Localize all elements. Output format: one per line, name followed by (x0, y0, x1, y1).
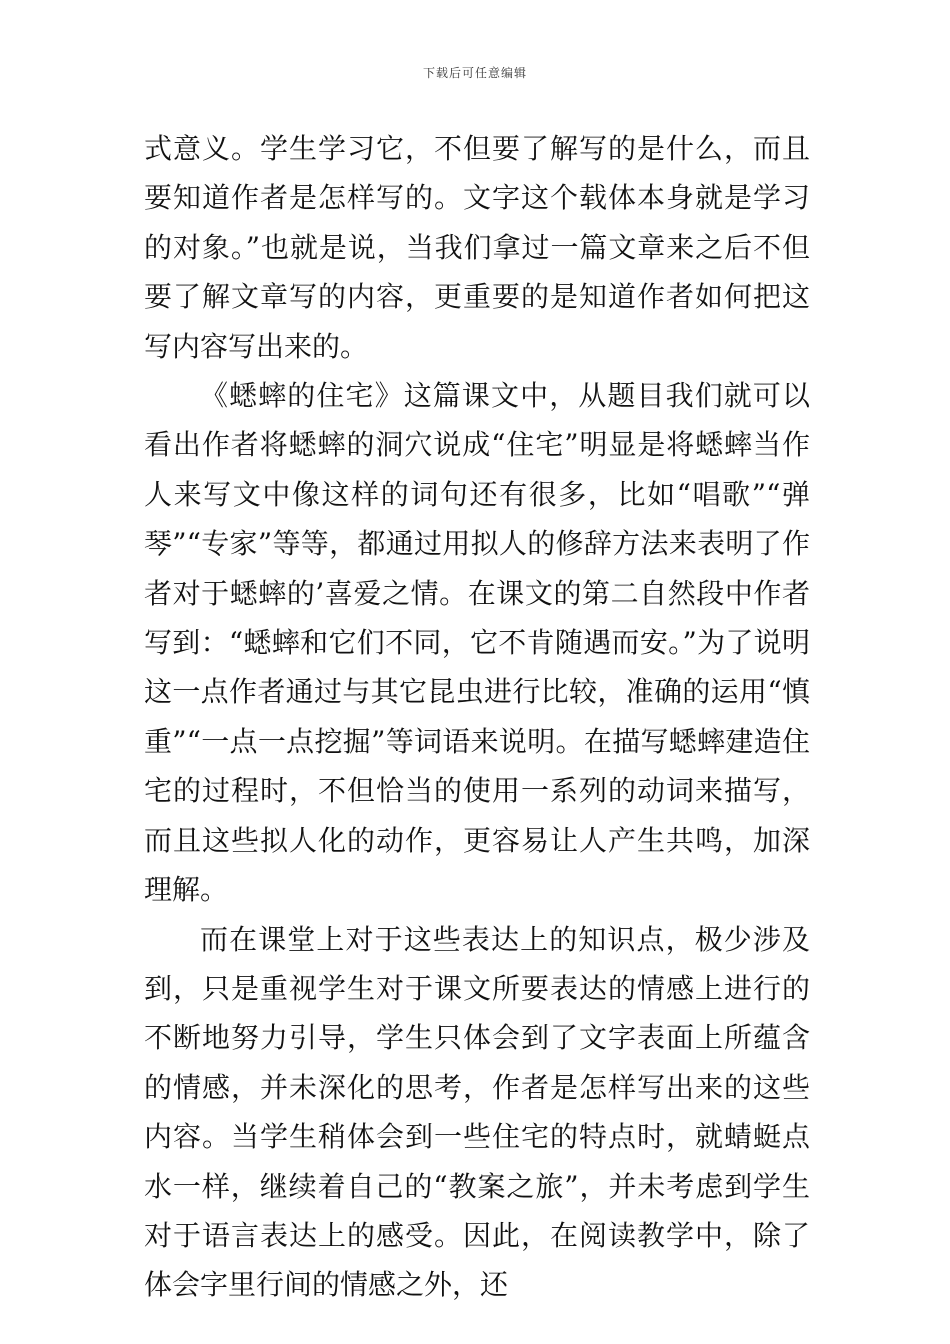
paragraph-2: 《蟋蟀的住宅》这篇课文中，从题目我们就可以看出作者将蟋蟀的洞穴说成“住宅”明显是将蟋蟀当作人来写文中像这样的词句还有很多，比如“唱歌”“弹琴”“专家”等等，都通过用拟人的修辞方法来表明了作者对于蟋蟀的’喜爱之情。在课文的第二自然段中作者写到：“蟋蟀和它们不同，它不肯随遇而安。”为了说明这一点作者通过与其它昆虫进行比较，准确的运用“慎重”“一点一点挖掘”等词语来说明。在描写蟋蟀建造住宅的过程时，不但恰当的使用一系列的动词来描写，而且这些拟人化的动作，更容易让人产生共鸣，加深理解。 (144, 379, 810, 907)
paragraph-1: 式意义。学生学习它，不但要了解写的是什么，而且要知道作者是怎样写的。文字这个载体本身就是学习的对象。”也就是说，当我们拿过一篇文章来之后不但要了解文章写的内容，更重要的是知道作者如何把这写内容写出来的。 (144, 132, 810, 363)
paragraph-3: 而在课堂上对于这些表达上的知识点，极少涉及到，只是重视学生对于课文所要表达的情感上进行的不断地努力引导，学生只体会到了文字表面上所蕴含的情感，并未深化的思考，作者是怎样写出来的这些内容。当学生稍体会到一些住宅的特点时，就蜻蜓点水一样，继续着自己的“教案之旅”，并未考虑到学生对于语言表达上的感受。因此，在阅读教学中，除了体会字里行间的情感之外，还 (144, 922, 810, 1302)
page-header: 下载后可任意编辑 (422, 66, 527, 80)
document-body (144, 124, 810, 1310)
